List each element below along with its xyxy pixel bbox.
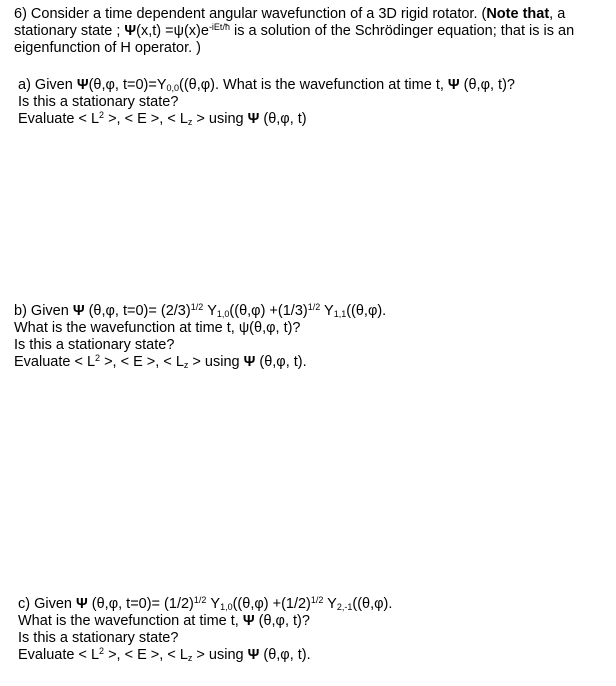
part-b-line-1 <box>14 303 386 320</box>
part-b-text: (θ,φ, t). <box>255 354 307 370</box>
part-a-text: > using <box>192 111 248 127</box>
part-c-line-1 <box>18 596 392 613</box>
part-b-text: Evaluate < L <box>14 354 96 370</box>
part-c-text: > using <box>192 647 248 663</box>
part-c-text: ((θ,φ). <box>352 596 393 612</box>
psi-symbol: Ψ <box>243 354 256 370</box>
part-c-text: c) Given <box>18 596 77 612</box>
part-b-text: b) Given <box>14 303 73 319</box>
exponent: -iEt/ħ <box>208 22 230 32</box>
part-c-text: ((θ,φ) +(1/2) <box>232 596 311 612</box>
part-a-text: >, < E >, < L <box>104 111 188 127</box>
part-c-text: >, < E >, < L <box>104 647 188 663</box>
part-c-text: Y <box>206 596 221 612</box>
part-a-text: a) Given <box>18 77 77 93</box>
subscript: z <box>183 360 189 370</box>
intro-text: (x,t) =ψ(x)e <box>136 23 209 39</box>
intro-text: 6) Consider a time dependent angular wavefunction of a 3D rigid rotator. ( <box>14 6 487 22</box>
part-b-text: ((θ,φ). <box>346 303 387 319</box>
part-c-text: (θ,φ, t=0)= (1/2) <box>87 596 194 612</box>
subscript: 1,1 <box>333 309 347 319</box>
note-that-bold: Note that <box>486 6 550 22</box>
intro-line-2 <box>14 23 574 40</box>
superscript: 2 <box>99 110 105 120</box>
part-c-text: What is the wavefunction at time t, <box>18 613 243 629</box>
part-c-line-3: Is this a stationary state? <box>18 630 179 646</box>
part-a-text: ((θ,φ). What is the wavefunction at time t, <box>179 77 448 93</box>
intro-text: , a <box>549 6 566 22</box>
part-b-line-2: What is the wavefunction at time t, ψ(θ,φ, t)? <box>14 320 301 336</box>
part-b-line-3: Is this a stationary state? <box>14 337 175 353</box>
part-c-line-4 <box>18 647 311 664</box>
part-b-text: ((θ,φ) +(1/3) <box>229 303 308 319</box>
subscript: 2,-1 <box>336 602 353 612</box>
part-a-line-3 <box>18 111 307 128</box>
psi-symbol: Ψ <box>76 596 88 612</box>
intro-line-1 <box>14 6 565 23</box>
part-c-text: Evaluate < L <box>18 647 100 663</box>
psi-symbol: Ψ <box>247 111 260 127</box>
part-b-text: Y <box>203 303 217 319</box>
part-b-text: > using <box>188 354 244 370</box>
part-b-text: Y <box>320 303 334 319</box>
part-a-text: (θ,φ, t)? <box>459 77 515 93</box>
subscript: 0,0 <box>166 83 180 93</box>
psi-symbol: Ψ <box>76 77 89 93</box>
psi-symbol: Ψ <box>247 647 260 663</box>
part-a-text: (θ,φ, t) <box>259 111 307 127</box>
part-a-line-1 <box>18 77 515 94</box>
superscript: 1/2 <box>190 302 204 312</box>
part-a-line-2: Is this a stationary state? <box>18 94 179 110</box>
psi-symbol: Ψ <box>447 77 460 93</box>
subscript: z <box>187 653 193 663</box>
intro-line-3: eigenfunction of H operator. ) <box>14 40 202 56</box>
subscript: z <box>187 117 193 127</box>
part-b-line-4 <box>14 354 307 371</box>
part-a-text: Evaluate < L <box>18 111 100 127</box>
superscript: 2 <box>99 646 105 656</box>
part-c-text: Y <box>323 596 337 612</box>
part-a-text: (θ,φ, t=0)=Y <box>88 77 167 93</box>
intro-text: stationary state ; <box>14 23 125 39</box>
psi-symbol: Ψ <box>242 613 255 629</box>
superscript: 1/2 <box>310 595 324 605</box>
part-b-text: >, < E >, < L <box>100 354 184 370</box>
part-c-line-2 <box>18 613 310 630</box>
part-b-text: (θ,φ, t=0)= (2/3) <box>84 303 191 319</box>
superscript: 1/2 <box>193 595 207 605</box>
subscript: 1,0 <box>216 309 230 319</box>
part-c-text: (θ,φ, t)? <box>254 613 310 629</box>
part-c-text: (θ,φ, t). <box>259 647 311 663</box>
intro-text: is a solution of the Schrödinger equation; that is is an <box>229 23 575 39</box>
superscript: 2 <box>95 353 101 363</box>
subscript: 1,0 <box>220 602 233 612</box>
psi-symbol: Ψ <box>72 303 85 319</box>
superscript: 1/2 <box>307 302 321 312</box>
psi-symbol: Ψ <box>124 23 137 39</box>
